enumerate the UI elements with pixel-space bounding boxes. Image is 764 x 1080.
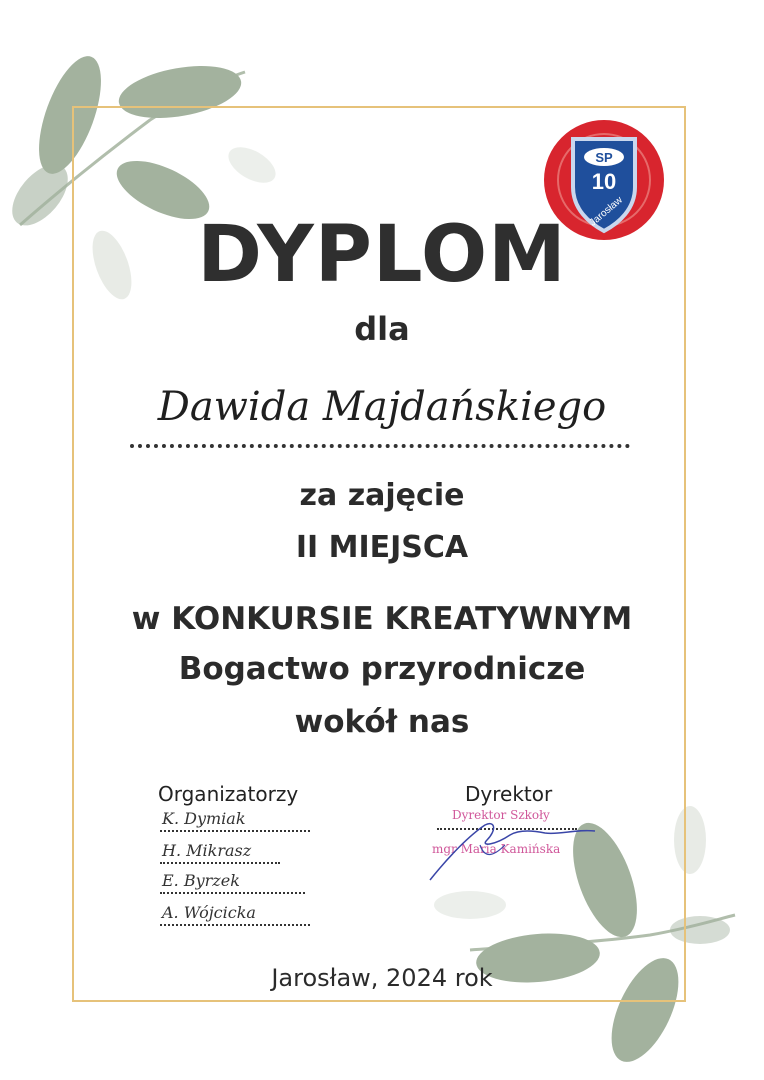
logo-number: 10	[591, 169, 617, 194]
director-label: Dyrektor	[465, 782, 553, 806]
contest-name: w KONKURSIE KREATYWNYM	[131, 601, 633, 637]
director-stamp-title: Dyrektor Szkoły	[452, 808, 550, 822]
logo-city: Jarosław	[587, 194, 625, 229]
for-word: dla	[354, 310, 410, 348]
organizer-signature: A. Wójcicka	[160, 902, 310, 926]
director-stamp-name: mgr Maria Kamińska	[432, 842, 561, 856]
award-line-1: za zajęcie	[299, 478, 465, 513]
organizers-label: Organizatorzy	[158, 782, 299, 806]
recipient-name: Dawida Majdańskiego	[157, 384, 607, 430]
logo-top-text: SP	[595, 150, 613, 165]
contest-theme-2: wokół nas	[294, 704, 470, 740]
place-and-date: Jarosław, 2024 rok	[271, 964, 493, 992]
organizer-signature: H. Mikrasz	[160, 840, 280, 864]
director-signature	[425, 815, 615, 885]
recipient-dotted-line	[130, 444, 630, 448]
diploma-title: DYPLOM	[197, 210, 567, 300]
contest-theme-1: Bogactwo przyrodnicze	[178, 651, 586, 687]
organizer-signature: K. Dymiak	[160, 808, 310, 832]
organizer-signature: E. Byrzek	[160, 870, 305, 894]
award-place: II MIEJSCA	[295, 530, 469, 565]
